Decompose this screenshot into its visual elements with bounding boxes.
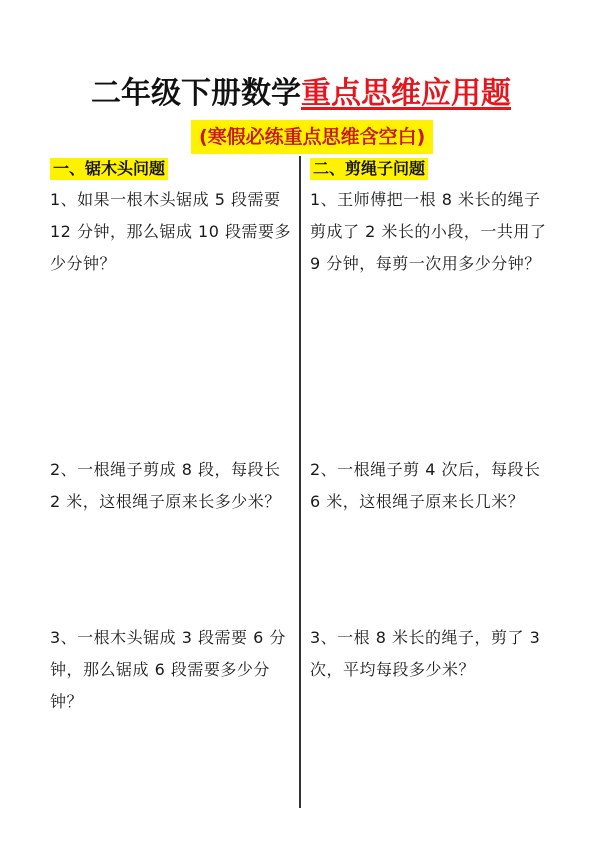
section-left (50, 158, 296, 180)
page-title (0, 74, 602, 114)
page-title-red: 重点思维应用题 (301, 76, 511, 111)
question-text: 2、一根绳子剪 4 次后，每段长 6 米，这根绳子原来长几米？ (310, 460, 541, 511)
column-divider (299, 156, 301, 808)
section-right (310, 158, 556, 180)
section-heading: 二、剪绳子问题 (310, 158, 428, 180)
page-subtitle: (寒假必练重点思维含空白) (191, 120, 433, 154)
question-text: 3、一根 8 米长的绳子，剪了 3 次，平均每段多少米？ (310, 628, 541, 679)
question-text: 1、王师傅把一根 8 米长的绳子剪成了 2 米长的小段，一共用了 9 分钟，每剪一次用多少分钟？ (310, 190, 547, 273)
section-heading: 一、锯木头问题 (50, 158, 168, 180)
question-text: 2、一根绳子剪成 8 段，每段长 2 米，这根绳子原来长多少米？ (50, 460, 281, 511)
question-text: 3、一根木头锯成 3 段需要 6 分钟，那么锯成 6 段需要多少分钟？ (50, 628, 286, 711)
question-text: 1、如果一根木头锯成 5 段需要 12 分钟，那么锯成 10 段需要多少分钟？ (50, 190, 291, 273)
page-title-black: 二年级下册数学 (91, 76, 301, 111)
